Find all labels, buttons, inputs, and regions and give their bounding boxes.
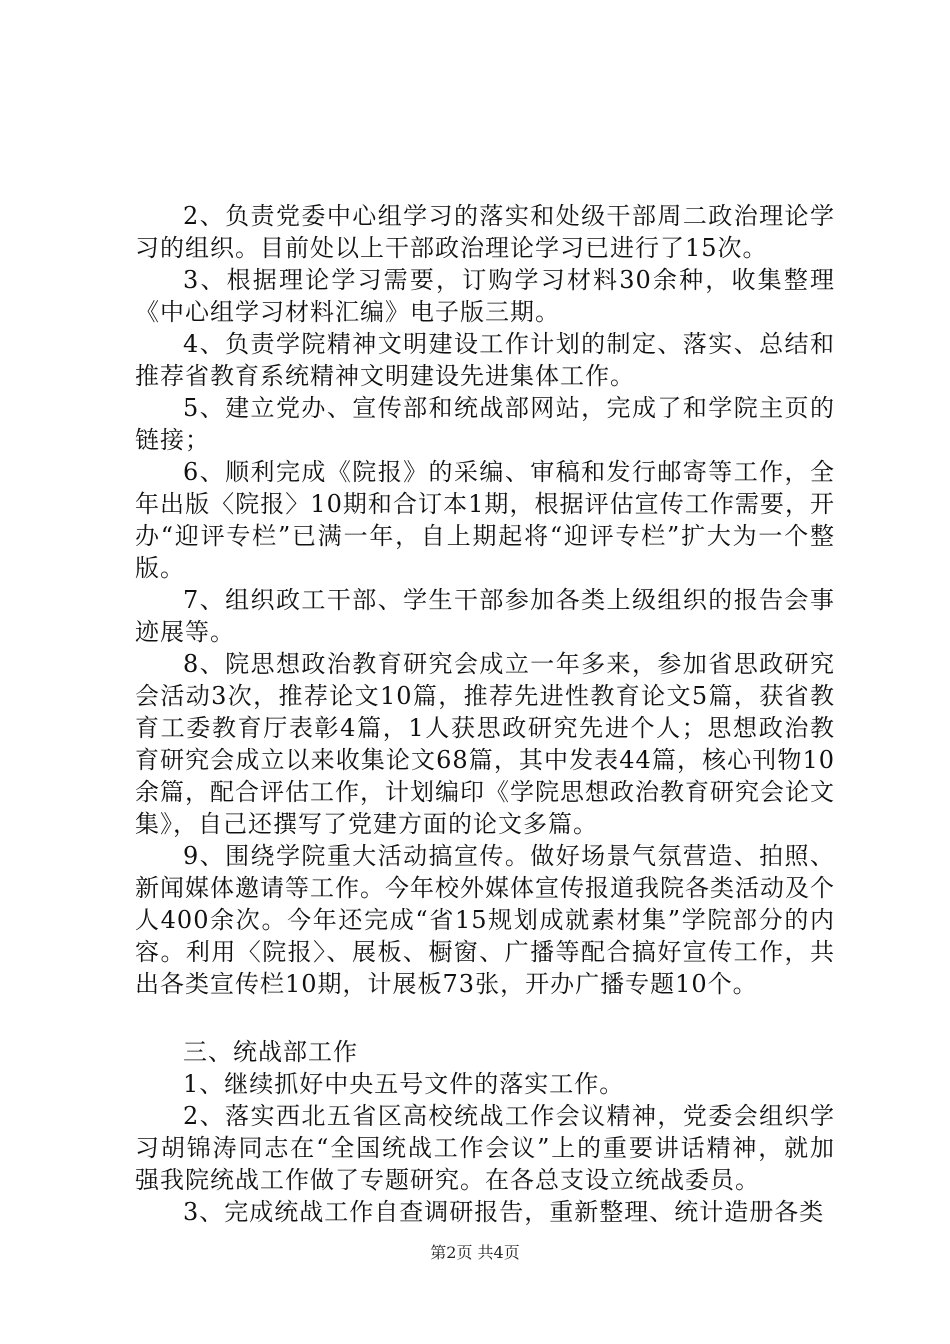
paragraph-item-5: 5、建立党办、宣传部和统战部网站，完成了和学院主页的链接； <box>135 394 835 454</box>
united-front-item-1: 1、继续抓好中央五号文件的落实工作。 <box>183 1070 625 1098</box>
united-front-item-3: 3、完成统战工作自查调研报告，重新整理、统计造册各类 <box>183 1198 825 1226</box>
paragraph-item-3: 3、根据理论学习需要，订购学习材料30余种，收集整理《中心组学习材料汇编》电子版三期。 <box>135 266 835 326</box>
paragraph-item-6: 6、顺利完成《院报》的采编、审稿和发行邮寄等工作，全年出版〈院报〉10期和合订本1期，根据评估宣传工作需要，开办“迎评专栏”已满一年，自上期起将“迎评专栏”扩大为一个整版。 <box>135 458 835 582</box>
paragraph-item-2: 2、负责党委中心组学习的落实和处级干部周二政治理论学习的组织。目前处以上干部政治理论学习已进行了15次。 <box>135 202 835 262</box>
document-body <box>135 200 835 1228</box>
united-front-item-2: 2、落实西北五省区高校统战工作会议精神，党委会组织学习胡锦涛同志在“全国统战工作会议”上的重要讲话精神，就加强我院统战工作做了专题研究。在各总支设立统战委员。 <box>135 1102 835 1194</box>
paragraph-item-8: 8、院思想政治教育研究会成立一年多来，参加省思政研究会活动3次，推荐论文10篇，推荐先进性教育论文5篇，获省教育工委教育厅表彰4篇，1人获思政研究先进个人；思想政治教育研究会成立以来收集论文68篇，其中发表44篇，核心刊物10余篇，配合评估工作，计划编印《学院思想政治教育研究会论文集》，自己还撰写了党建方面的论文多篇。 <box>135 650 835 838</box>
paragraph-item-9: 9、围绕学院重大活动搞宣传。做好场景气氛营造、拍照、新闻媒体邀请等工作。今年校外媒体宣传报道我院各类活动及个人400余次。今年还完成“省15规划成就素材集”学院部分的内容。利用〈院报〉、展板、橱窗、广播等配合搞好宣传工作，共出各类宣传栏10期，计展板73张，开办广播专题10个。 <box>135 842 835 998</box>
page-number-footer: 第2页 共4页 <box>430 1243 520 1262</box>
paragraph-item-4: 4、负责学院精神文明建设工作计划的制定、落实、总结和推荐省教育系统精神文明建设先进集体工作。 <box>135 330 835 390</box>
paragraph-item-7: 7、组织政工干部、学生干部参加各类上级组织的报告会事迹展等。 <box>135 586 835 646</box>
section-heading-united-front: 三、统战部工作 <box>183 1038 358 1066</box>
